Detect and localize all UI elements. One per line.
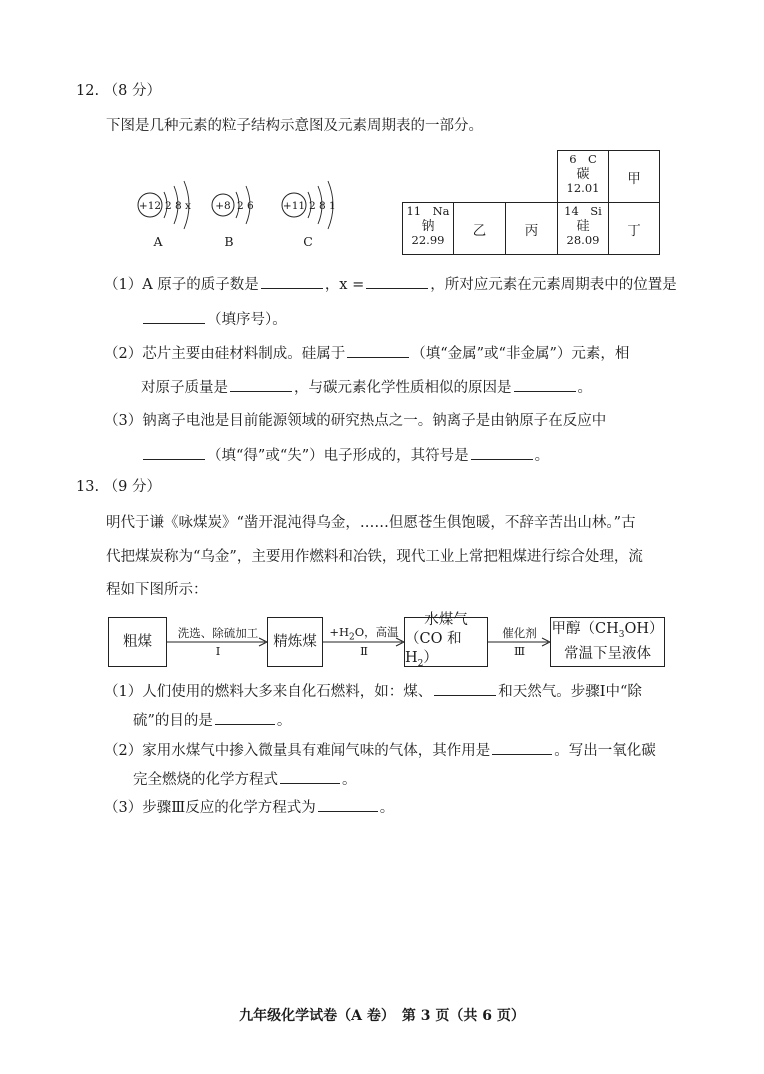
q13-part3: （3）步骤Ⅲ反应的化学方程式为 。	[104, 797, 394, 818]
answer-blank[interactable]	[347, 343, 409, 358]
atom-a-nucleus-label: +12	[138, 200, 162, 212]
sodium-mass: 22.99	[411, 233, 445, 247]
water-gas-label: 水煤气	[424, 611, 468, 628]
cell-bing-label: 丙	[524, 222, 539, 239]
methanol-formula: 甲醇$(CH_3OH)$	[551, 621, 664, 640]
periodic-cell-bing	[505, 202, 558, 255]
answer-blank[interactable]	[318, 797, 378, 812]
flow-box-methanol	[550, 617, 665, 667]
periodic-cell-ding	[608, 202, 660, 255]
q13-header: 13. （9 分）	[76, 479, 162, 495]
sodium-name: 钠	[421, 219, 435, 234]
q13-part1-line1: （1）人们使用的燃料大多来自化石燃料，如：煤、 和天然气。步骤Ⅰ中“除	[104, 681, 642, 702]
answer-blank[interactable]	[434, 681, 496, 696]
atom-a-label: A	[153, 234, 163, 249]
q12-part2-line2: 对原子质量是 ，与碳元素化学性质相似的原因是 。	[141, 377, 592, 398]
arrow3-step: Ⅲ	[513, 644, 526, 658]
q12-part1-line1: （1）A 原子的质子数是 ，x = ，所对应元素在元素周期表中的位置是	[104, 274, 677, 295]
atom-b-nucleus-label: +8	[215, 200, 231, 212]
cell-jia-label: 甲	[627, 170, 641, 187]
periodic-cell-yi	[453, 202, 506, 255]
silicon-number-symbol: 14 Si	[564, 204, 602, 218]
answer-blank[interactable]	[471, 445, 533, 460]
atom-c-nucleus-label: +11	[282, 200, 306, 212]
water-gas-composition: （CO 和 $H_2$）	[405, 630, 462, 669]
q12-part3-line2: （填“得”或“失”）电子形成的，其符号是 。	[141, 445, 549, 466]
cell-yi-label: 乙	[472, 222, 487, 239]
answer-blank[interactable]	[215, 710, 275, 725]
atom-b-shells: 2 6	[237, 200, 254, 212]
arrow2-step: Ⅱ	[360, 644, 368, 658]
answer-blank[interactable]	[366, 274, 428, 289]
q12-intro: 下图是几种元素的粒子结构示意图及元素周期表的一部分。	[106, 118, 483, 134]
answer-blank[interactable]	[143, 309, 205, 324]
periodic-cell-silicon	[557, 202, 609, 255]
q13-part1-line2: 硫”的目的是 。	[133, 710, 291, 731]
atom-c-label: C	[303, 234, 313, 249]
q13-intro-line1: 明代于谦《咏煤炭》“凿开混沌得乌金，……但愿苍生俱饱暖，不辞辛苦出山林。”古	[106, 515, 636, 531]
answer-blank[interactable]	[143, 445, 205, 460]
periodic-cell-sodium	[402, 202, 454, 255]
answer-blank[interactable]	[492, 740, 552, 755]
q12-part2-line1: （2）芯片主要由硅材料制成。硅属于 （填“金属”或“非金属”）元素，相	[104, 343, 629, 364]
cell-ding-label: 丁	[627, 222, 641, 239]
q12-part3-line1: （3）钠离子电池是目前能源领域的研究热点之一。钠离子是由钠原子在反应中	[104, 413, 607, 429]
answer-blank[interactable]	[280, 769, 340, 784]
arrow2-condition: $+H_2O$，高温	[329, 625, 399, 643]
flow-box-refined-coal: 精炼煤	[267, 617, 323, 667]
carbon-number-symbol: 6 C	[569, 152, 597, 166]
periodic-cell-jia	[608, 150, 660, 203]
q12-part1-line2: （填序号）。	[141, 309, 287, 330]
atom-structure-diagrams	[128, 172, 348, 252]
q13-part2-line2: 完全燃烧的化学方程式 。	[133, 769, 357, 790]
flow-box-raw-coal: 粗煤	[108, 617, 167, 667]
carbon-mass: 12.01	[566, 181, 600, 195]
arrow1-step: Ⅰ	[215, 644, 221, 658]
q13-part2-line1: （2）家用水煤气中掺入微量具有难闻气味的气体，其作用是 。写出一氧化碳	[104, 740, 656, 761]
sodium-number-symbol: 11 Na	[406, 204, 450, 218]
arrow1-condition: 洗选、除硫加工	[177, 626, 259, 640]
carbon-name: 碳	[576, 167, 590, 182]
answer-blank[interactable]	[261, 274, 323, 289]
atom-c-shells: 2 8 1	[309, 200, 336, 212]
q13-intro-line2: 代把煤炭称为“乌金”，主要用作燃料和冶铁，现代工业上常把粗煤进行综合处理，流	[106, 549, 643, 565]
q13-intro-line3: 程如下图所示：	[106, 582, 208, 598]
atom-a-shells: 2 8 x	[165, 200, 191, 212]
answer-blank[interactable]	[514, 377, 576, 392]
periodic-cell-carbon	[557, 150, 609, 203]
silicon-mass: 28.09	[566, 233, 600, 247]
page-footer: 九年级化学试卷（A 卷） 第 3 页（共 6 页）	[239, 1008, 525, 1024]
atom-b-label: B	[224, 234, 234, 249]
answer-blank[interactable]	[230, 377, 292, 392]
silicon-name: 硅	[576, 219, 590, 234]
q12-header: 12. （8 分）	[76, 83, 162, 99]
arrow3-condition: 催化剂	[502, 626, 537, 640]
methanol-state: 常温下呈液体	[564, 645, 651, 662]
